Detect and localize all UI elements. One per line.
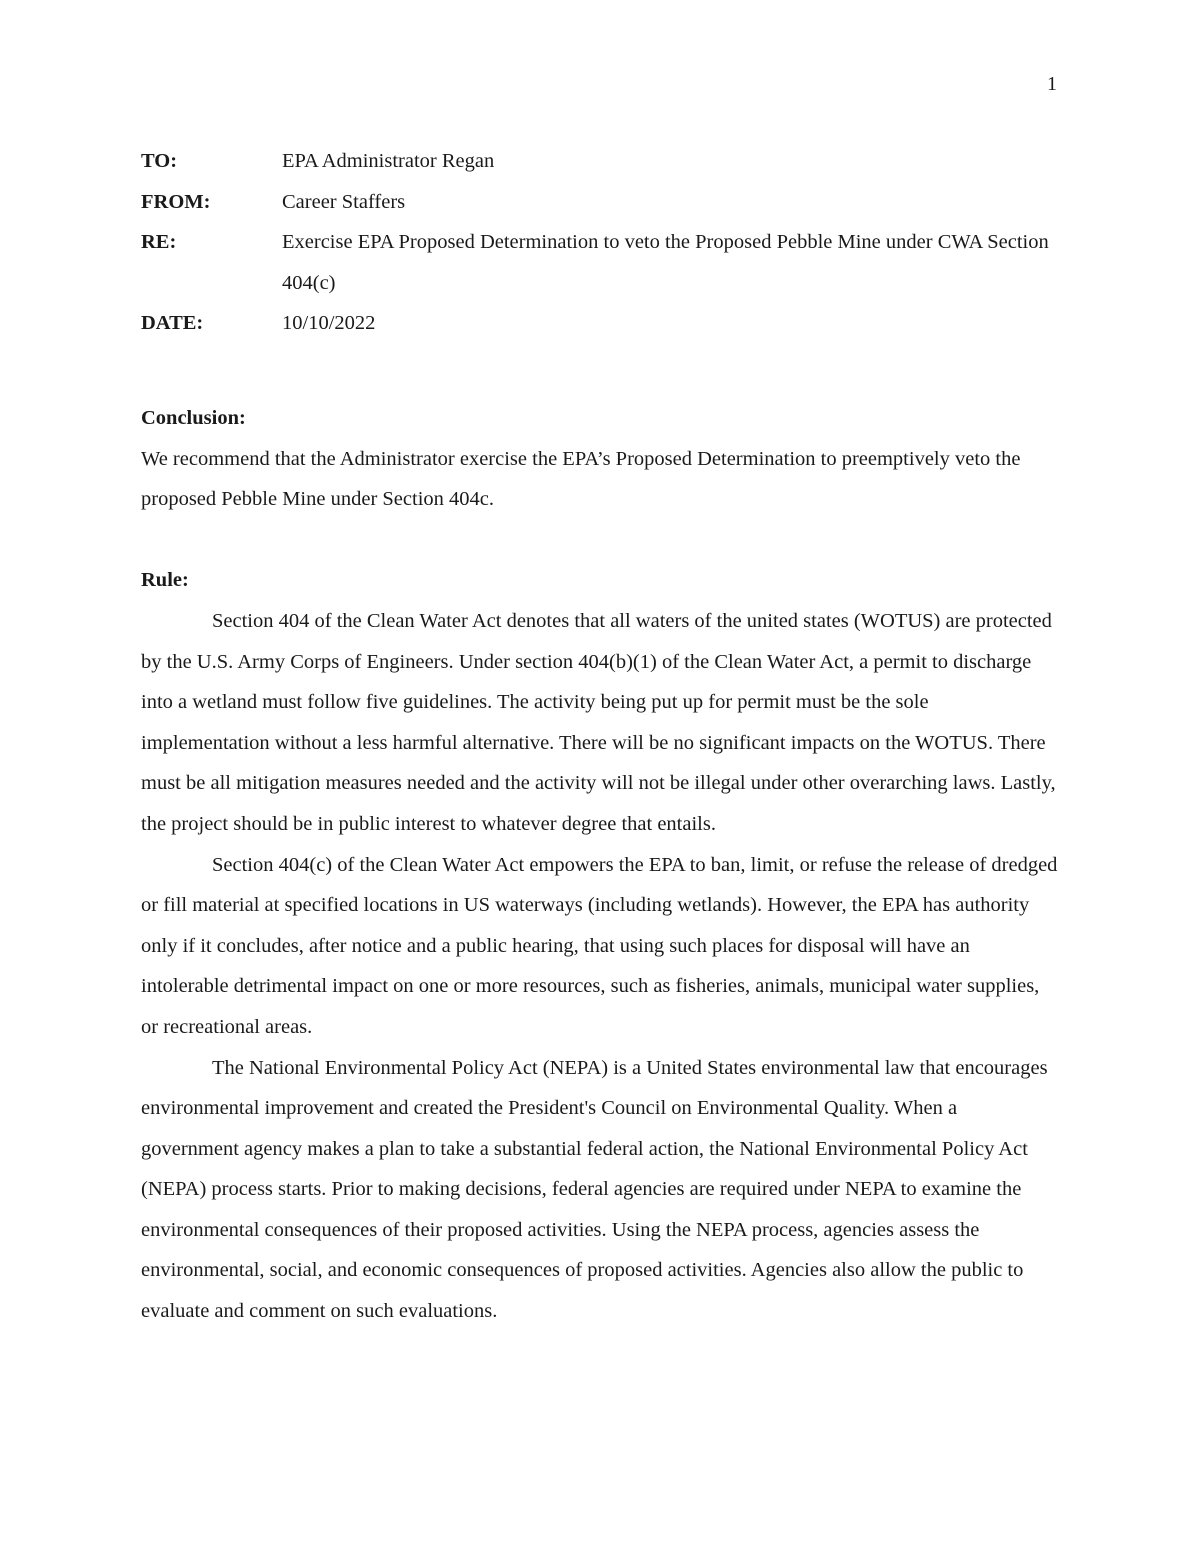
memo-re-row: [141, 222, 1061, 303]
memo-from-row: [141, 182, 1061, 223]
memo-from-label: FROM:: [141, 190, 211, 213]
memo-header: [141, 141, 1061, 344]
conclusion-heading: Conclusion:: [141, 407, 246, 429]
conclusion-text: We recommend that the Administrator exercise the EPA’s Proposed Determination to preemptively veto the proposed Pebble Mine under Section 404c.: [141, 447, 1021, 511]
memo-body: [141, 398, 1059, 1332]
memo-to-label: TO:: [141, 150, 178, 172]
rule-paragraph: The National Environmental Policy Act (NEPA) is a United States environmental law that encourages environmental improvement and created the President's Council on Environmental Quality. When a government agency makes a plan to take a substantial federal action, the National Environmental Policy Act (NEPA) process starts. Prior to making decisions, federal agencies are required under NEPA to examine the environmental consequences of their proposed activities. Using the NEPA process, agencies assess the environmental, social, and economic consequences of proposed activities. Agencies also allow the public to evaluate and comment on such evaluations.: [141, 1056, 1048, 1323]
memo-date-value: 10/10/2022: [282, 312, 376, 335]
memo-re-value: Exercise EPA Proposed Determination to veto the Proposed Pebble Mine under CWA Section 404(c): [282, 231, 1049, 294]
memo-re-label: RE:: [141, 231, 177, 254]
memo-to-value: EPA Administrator Regan: [282, 150, 495, 172]
page-number: 1: [1047, 73, 1057, 95]
rule-paragraph: Section 404 of the Clean Water Act denotes that all waters of the united states (WOTUS) are protected by the U.S. Army Corps of Engineers. Under section 404(b)(1) of the Clean Water Act, a permit to discharge into a wetland must follow five guidelines. The activity being put up for permit must be the sole implementation without a less harmful alternative. There will be no significant impacts on the WOTUS. There must be all mitigation measures needed and the activity will not be illegal under other overarching laws. Lastly, the project should be in public interest to whatever degree that entails.: [141, 609, 1056, 835]
memo-date-row: [141, 303, 1061, 344]
memo-from-value: Career Staffers: [282, 190, 406, 213]
section-spacer: [141, 520, 1059, 561]
memo-date-label: DATE:: [141, 312, 204, 335]
memo-to-row: [141, 141, 1061, 182]
rule-heading: Rule:: [141, 569, 189, 592]
rule-paragraph: Section 404(c) of the Clean Water Act empowers the EPA to ban, limit, or refuse the release of dredged or fill material at specified locations in US waterways (including wetlands). However, the EPA has authority only if it concludes, after notice and a public hearing, that using such places for disposal will have an intolerable detrimental impact on one or more resources, such as fisheries, animals, municipal water supplies, or recreational areas.: [141, 853, 1058, 1038]
